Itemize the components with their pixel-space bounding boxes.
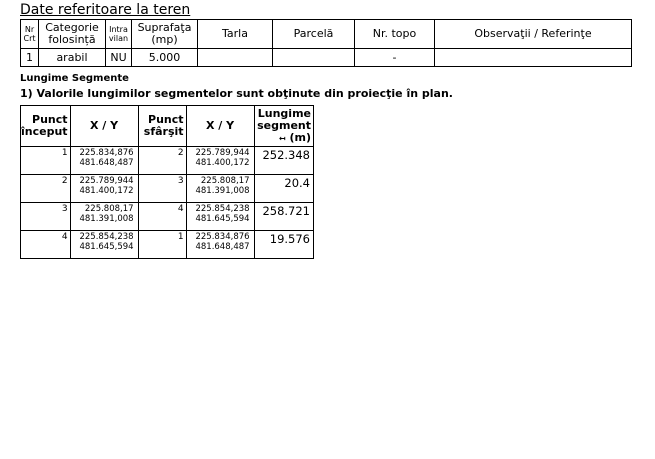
- header-punct-sfarsit: [138, 106, 186, 147]
- cell-punct-sfarsit: 3: [138, 175, 186, 203]
- coord-y: 481.400,172: [79, 186, 134, 196]
- cell-xy-start: [70, 175, 138, 203]
- cell-tarla: [198, 49, 273, 67]
- header-categorie-line2: folosință: [48, 33, 96, 46]
- coord-y: 481.645,594: [79, 242, 134, 252]
- cell-observatii: [435, 49, 632, 67]
- coord-y: 481.391,008: [79, 214, 134, 224]
- coord-y: 481.400,172: [195, 158, 250, 168]
- cell-lungime: 20.4: [254, 175, 313, 203]
- header-lungime-line1: Lungime: [257, 106, 311, 120]
- coord-y: 481.391,008: [195, 186, 250, 196]
- header-punct-sfarsit-line1: Punct: [148, 113, 184, 126]
- cell-xy-start: [70, 231, 138, 259]
- cell-categorie: arabil: [39, 49, 106, 67]
- header-suprafata-line2: (mp): [151, 33, 178, 46]
- header-suprafata-line1: Suprafaţa: [137, 21, 192, 34]
- cell-nr-topo: -: [355, 49, 435, 67]
- coord-x: 225.834,876: [79, 148, 134, 158]
- coord-x: 225.834,876: [195, 232, 250, 242]
- segments-note: 1) Valorile lungimilor segmentelor sunt obţinute din proiecţie în plan.: [20, 87, 453, 100]
- header-intravilan-line1: Intra: [109, 25, 128, 34]
- header-lungime-line2: segment: [257, 118, 311, 132]
- coord-y: 481.648,487: [195, 242, 250, 252]
- header-parcela: Parcelă: [273, 20, 355, 49]
- cell-xy-end: [186, 147, 254, 175]
- land-table-header: [21, 20, 632, 49]
- coord-x: 225.808,17: [200, 176, 250, 186]
- header-lungime-line3: (m): [289, 130, 311, 144]
- cell-xy-start: [70, 147, 138, 175]
- header-categorie: [39, 20, 106, 49]
- header-categorie-line1: Categorie: [45, 21, 99, 34]
- cell-punct-sfarsit: 4: [138, 203, 186, 231]
- header-nr-crt-line1: Nr: [24, 25, 35, 34]
- cell-punct-sfarsit: 2: [138, 147, 186, 175]
- cell-punct-inceput: 3: [21, 203, 71, 231]
- segment-row: [21, 203, 314, 231]
- header-punct-inceput-line2: început: [21, 125, 68, 138]
- header-observatii: Observaţii / Referinţe: [435, 20, 632, 49]
- cell-parcela: [273, 49, 355, 67]
- cell-xy-end: [186, 175, 254, 203]
- segments-title: Lungime Segmente: [20, 73, 129, 84]
- cell-lungime: 19.576: [254, 231, 313, 259]
- header-nr-topo: Nr. topo: [355, 20, 435, 49]
- coord-y: 481.645,594: [195, 214, 250, 224]
- header-lungime: [254, 106, 313, 147]
- segment-row: [21, 147, 314, 175]
- header-punct-inceput-line1: Punct: [32, 113, 68, 126]
- coord-x: 225.854,238: [79, 232, 134, 242]
- header-intravilan: [106, 20, 132, 49]
- coord-y: 481.648,487: [79, 158, 134, 168]
- cell-punct-inceput: 2: [21, 175, 71, 203]
- cell-punct-inceput: 4: [21, 231, 71, 259]
- header-punct-inceput: [21, 106, 71, 147]
- land-table: [20, 19, 632, 67]
- segment-row: [21, 231, 314, 259]
- segments-table: [20, 105, 314, 259]
- cell-xy-start: [70, 203, 138, 231]
- cell-intravilan: NU: [106, 49, 132, 67]
- header-intravilan-line2: vilan: [108, 34, 129, 43]
- coord-x: 225.808,17: [84, 204, 134, 214]
- cell-lungime: 258.721: [254, 203, 313, 231]
- section-title: Date referitoare la teren: [20, 2, 191, 18]
- coord-x: 225.789,944: [195, 148, 250, 158]
- segment-row: [21, 175, 314, 203]
- header-xy-end: X / Y: [186, 106, 254, 147]
- cell-xy-end: [186, 231, 254, 259]
- coord-x: 225.789,944: [79, 176, 134, 186]
- coord-x: 225.854,238: [195, 204, 250, 214]
- cell-lungime: 252.348: [254, 147, 313, 175]
- land-table-row: [21, 49, 632, 67]
- cell-suprafata: 5.000: [132, 49, 198, 67]
- header-nr-crt: [21, 20, 39, 49]
- header-nr-crt-line2: Crt: [23, 34, 36, 43]
- header-punct-sfarsit-line2: sfârşit: [143, 125, 184, 138]
- segments-table-header: [21, 106, 314, 147]
- cell-punct-inceput: 1: [21, 147, 71, 175]
- cell-xy-end: [186, 203, 254, 231]
- cell-punct-sfarsit: 1: [138, 231, 186, 259]
- header-suprafata: [132, 20, 198, 49]
- cell-nr-crt: 1: [21, 49, 39, 67]
- segment-arrow-icon: ↤: [278, 133, 286, 143]
- header-xy-start: X / Y: [70, 106, 138, 147]
- header-tarla: Tarla: [198, 20, 273, 49]
